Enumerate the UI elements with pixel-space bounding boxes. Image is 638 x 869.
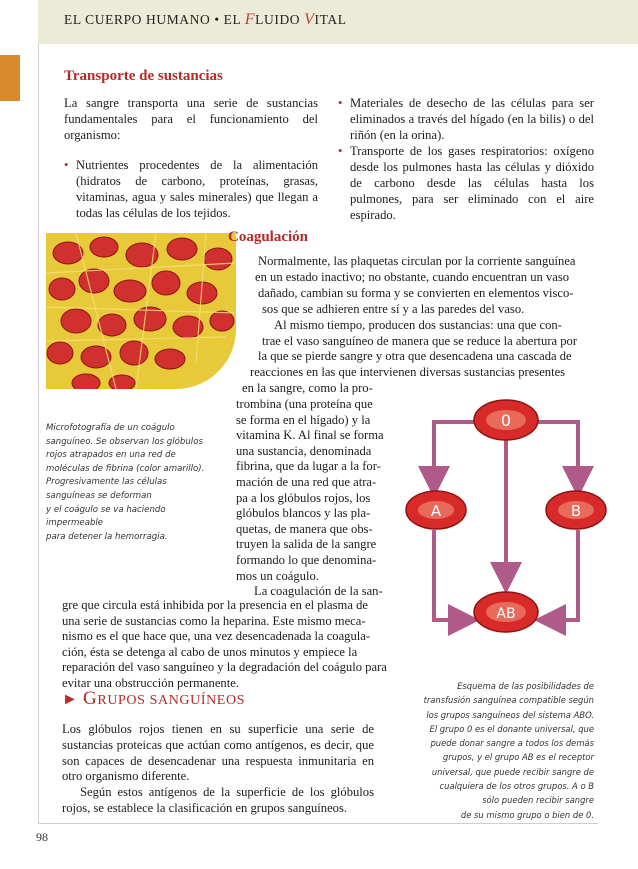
diagram-caption-line: El grupo 0 es el donante universal, que bbox=[429, 723, 594, 734]
bullet-gases: • Transporte de los gases respiratorios: oxígeno desde los pulmones hasta las células y dióxido de carbono desde las células hasta los pulmones, para ser eliminado con el aire espirado. bbox=[338, 143, 594, 223]
text-line: gre que circula está inhibida por la presencia en el plasma de bbox=[62, 598, 368, 612]
coagulacion-mid-text bbox=[236, 397, 394, 600]
micro-caption-line: sanguíneo. Se observan los glóbulos bbox=[46, 436, 203, 447]
diagram-caption-line: sólo pueden recibir sangre bbox=[482, 795, 594, 806]
micro-caption-line: Microfotografía de un coágulo bbox=[46, 423, 175, 433]
blood-cell-ab bbox=[474, 592, 538, 632]
micro-caption bbox=[46, 422, 226, 544]
text-line: reparación del vaso sanguíneo y la degradación del coágulo para bbox=[62, 660, 387, 675]
diagram-caption-line: puede donar sangre a todos los demás bbox=[430, 738, 594, 749]
micro-caption-line: sanguíneas se deforman bbox=[46, 490, 152, 501]
grupos-text bbox=[62, 722, 374, 817]
diagram-caption-line: Esquema de las posibilidades de bbox=[457, 681, 594, 691]
diagram-caption-line: los grupos sanguíneos del sistema ABO. bbox=[426, 709, 594, 720]
micro-caption-line: moléculas de fibrina (color amarillo). bbox=[46, 463, 205, 474]
text-line: sos que se adhieren entre sí y a las paredes del vaso. bbox=[262, 301, 525, 316]
micro-caption-line: para detener la hemorragia. bbox=[46, 531, 168, 542]
grupos-paragraph-1: Los glóbulos rojos tienen en su superficie una serie de sustancias proteicas que actúan como antígenos, es decir, que son capaces de desencadenar una respuesta inmunitaria en otro organismo diferente. bbox=[62, 722, 374, 784]
text-line: reacciones en las que intervienen diversas sustancias presentes bbox=[250, 365, 566, 380]
text-line: se forma en el hígado) y la bbox=[236, 412, 371, 427]
blood-cell-0 bbox=[474, 400, 538, 440]
text-line: una serie de sustancias como la heparina. Este mismo meca- bbox=[62, 613, 366, 628]
text-line: en la sangre, como la pro- bbox=[242, 381, 373, 396]
diagram-caption-line: cualquiera de los otros grupos. A o B bbox=[439, 781, 594, 792]
diagram-caption-line: universal, que puede recibir sangre de bbox=[431, 766, 594, 777]
text-line: formando lo que denomina- bbox=[236, 552, 377, 567]
text-line: trae el vaso sanguíneo de manera que se reduce la abertura por bbox=[262, 333, 578, 348]
coagulacion-bottom-text bbox=[62, 598, 394, 692]
text-line: quetas, de manera que obs- bbox=[236, 521, 373, 536]
clot-microphotograph bbox=[46, 233, 236, 389]
transporte-right-column bbox=[338, 95, 594, 223]
label-a: A bbox=[430, 502, 442, 520]
micro-caption-line: Progresivamente las células bbox=[46, 477, 167, 488]
text-line: mación de una red que atra- bbox=[236, 474, 377, 489]
grupos-title-rest: RUPOS SANGUÍNEOS bbox=[97, 693, 246, 708]
coagulacion-top-text bbox=[228, 254, 594, 397]
text-line: la que se pierde sangre y otra que desencadena una cascada de bbox=[258, 349, 572, 364]
diagram-caption-line: transfusión sanguínea compatible según bbox=[423, 695, 594, 706]
bullet-desecho: • Materiales de desecho de las células para ser eliminados a través del hígado (en la bilis) o del riñón (en la orina). bbox=[338, 95, 594, 143]
micro-caption-line: rojos atrapados en una red de bbox=[46, 450, 176, 461]
page-number: 98 bbox=[36, 830, 48, 844]
margin-rule bbox=[38, 44, 39, 824]
transporte-intro: La sangre transporta una serie de sustancias fundamentales para el funcionamiento del organismo: bbox=[64, 96, 318, 142]
diagram-caption-line: de su mismo grupo o bien de 0. bbox=[460, 809, 594, 820]
text-line: una sustancia, denominada bbox=[236, 443, 372, 458]
label-b: B bbox=[570, 502, 582, 520]
micro-caption-line: y el coágulo se va haciendo bbox=[46, 504, 166, 515]
footer-rule bbox=[38, 823, 598, 824]
bullet-nutrientes: • Nutrientes procedentes de la alimentación (hidratos de carbono, proteínas, grasas, vitaminas, agua y sales minerales) que llegan a todas las células de los tejidos. bbox=[64, 157, 318, 221]
grupos-initial: G bbox=[83, 688, 98, 709]
chapter-tab bbox=[0, 55, 20, 101]
text-line: evitar una obstrucción permanente. bbox=[62, 675, 239, 690]
text-line: trombina (una proteína que bbox=[236, 397, 373, 411]
text-line: truyen la salida de la sangre bbox=[236, 537, 377, 552]
section-title-transporte: Transporte de sustancias bbox=[64, 68, 223, 84]
micro-caption-line: impermeable bbox=[46, 518, 104, 529]
text-line: en un estado inactivo; no obstante, cuando encuentran un vaso bbox=[255, 269, 570, 284]
text-line: Normalmente, las plaquetas circulan por la corriente sanguínea bbox=[258, 254, 576, 268]
label-ab: AB bbox=[496, 606, 516, 622]
text-line: ción, ésta se detenga al cabo de unos minutos y empiece la bbox=[62, 644, 358, 659]
text-line: La coagulación de la san- bbox=[254, 584, 383, 599]
label-0: 0 bbox=[500, 411, 512, 430]
text-line: vitamina K. Al final se forma bbox=[236, 428, 384, 443]
text-line: glóbulos blancos y las pla- bbox=[236, 506, 371, 521]
text-line: dañado, cambian su forma y se convierten en elementos visco- bbox=[258, 285, 574, 300]
section-title-coagulacion: Coagulación bbox=[228, 229, 309, 245]
transporte-left-column bbox=[64, 95, 318, 221]
text-line: nismo es el que hace que, una vez desencadenada la coagula- bbox=[62, 629, 371, 644]
section-title-grupos bbox=[62, 688, 245, 710]
blood-cell-a bbox=[406, 491, 466, 529]
text-line: fibrina, que da lugar a la for- bbox=[236, 459, 381, 474]
diagram-caption bbox=[404, 679, 594, 822]
diagram-caption-line: grupos, y el grupo AB es el receptor bbox=[442, 752, 594, 763]
blood-cell-b bbox=[546, 491, 606, 529]
text-line: pa a los glóbulos rojos, los bbox=[236, 490, 371, 505]
blood-group-diagram bbox=[404, 390, 610, 650]
text-line: mos un coágulo. bbox=[236, 568, 319, 583]
running-header: EL CUERPO HUMANO • EL FLUIDO VITAL bbox=[64, 11, 347, 28]
text-line: Al mismo tiempo, producen dos sustancias: una que con- bbox=[274, 317, 562, 332]
grupos-paragraph-2: Según estos antígenos de la superficie de los glóbulos rojos, se establece la clasificación en grupos sanguíneos. bbox=[62, 785, 374, 815]
triangle-arrow-icon: ► bbox=[62, 691, 79, 708]
